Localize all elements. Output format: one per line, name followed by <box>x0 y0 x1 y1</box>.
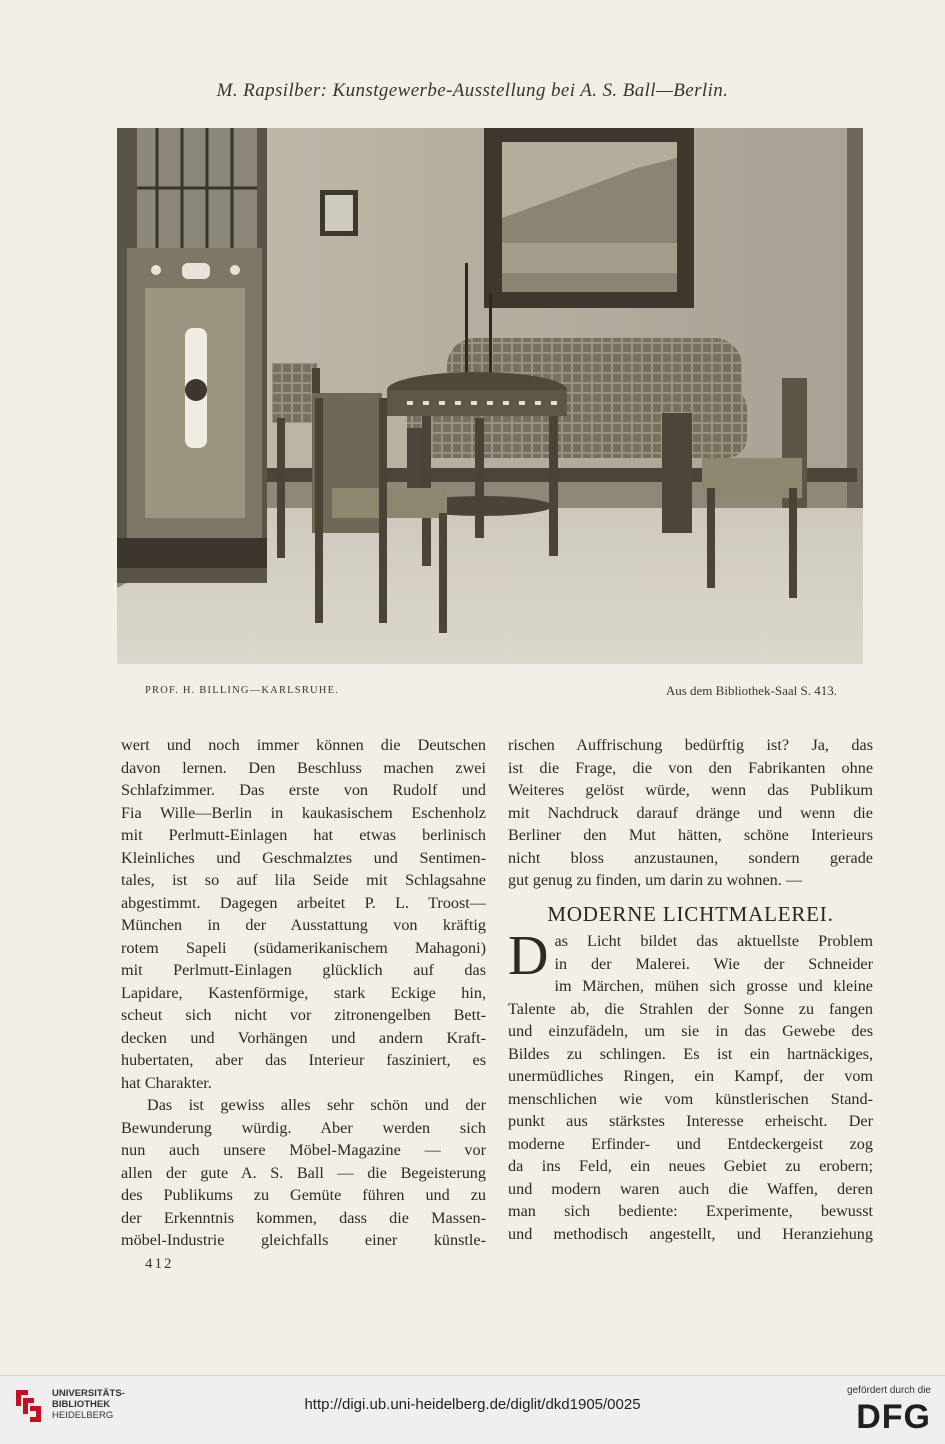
right-column <box>508 734 873 1245</box>
text-line: hubertaten, aber das Interieur fasziniert, es <box>121 1051 486 1069</box>
permalink[interactable]: http://digi.ub.uni-heidelberg.de/diglit/dkd1905/0025 <box>304 1396 641 1413</box>
interior-photograph <box>117 128 863 664</box>
text-line: Bildes zu schlingen. Es ist ein hartnäckiges, <box>508 1044 873 1063</box>
text-line: mit Nachdruck darauf dränge und wenn die <box>508 803 873 822</box>
text-line: nicht bloss anzustaunen, sondern gerade <box>508 848 873 867</box>
text-line: Fia Wille—Berlin in kaukasischem Eschenholz <box>121 803 486 822</box>
text-line: Das ist gewiss alles sehr schön und der <box>147 1096 486 1114</box>
text-line: in der Malerei. Wie der Schneider <box>554 954 873 973</box>
text-line: davon lernen. Den Beschluss machen zwei <box>121 758 486 777</box>
text-line: Berliner den Mut hätten, schöne Interieurs <box>508 826 873 844</box>
logo-line: BIBLIOTHEK <box>52 1399 111 1410</box>
text-line: man sich bediente: Experimente, bewusst <box>508 1202 873 1220</box>
text-line: mit Perlmutt-Einlagen glücklich auf das <box>121 961 486 979</box>
text-line: München in der Ausstattung von kräftig <box>121 916 486 934</box>
text-line: und einzufädeln, um sie in das Gewebe des <box>508 1022 873 1040</box>
interior-photo-illustration <box>117 128 863 664</box>
text-line: und modern waren auch die Waffen, deren <box>508 1179 873 1198</box>
text-line: möbel-Industrie gleichfalls einer künstle- <box>121 1231 486 1249</box>
text-line: wert und noch immer können die Deutschen <box>121 736 486 754</box>
viewer-footer <box>0 1375 945 1444</box>
text-line: hat Charakter. <box>121 1073 212 1092</box>
text-line: punkt aus stärkstes Interesse erheischt. Der <box>508 1112 873 1130</box>
text-line: unermüdliches Ringen, ein Kampf, der vom <box>508 1067 873 1085</box>
text-line: und methodisch angestellt, und Heranziehung <box>508 1224 873 1243</box>
running-head: M. Rapsilber: Kunstgewerbe-Ausstellung bei A. S. Ball—Berlin. <box>216 80 729 101</box>
section-heading: MODERNE LICHTMALEREI. <box>547 901 834 926</box>
text-line: moderne Erfinder- und Entdeckergeist zog <box>508 1134 873 1153</box>
text-line: im Märchen, mühen sich grosse und kleine <box>554 977 873 995</box>
text-line: Lapidare, Kastenförmige, stark Eckige hin, <box>121 983 486 1002</box>
drop-cap: D <box>508 925 549 987</box>
text-line: Talente ab, die Strahlen der Sonne zu fangen <box>508 999 873 1018</box>
logo-line: UNIVERSITÄTS- <box>52 1388 125 1399</box>
text-line: decken und Vorhängen und andern Kraft- <box>121 1028 486 1047</box>
text-line: as Licht bildet das aktuellste Problem <box>554 932 873 950</box>
text-line: tales, ist so auf lila Seide mit Schlagsahne <box>121 871 486 889</box>
text-line: allen der gute A. S. Ball — die Begeisterung <box>121 1163 486 1182</box>
figure-caption-title: Aus dem Bibliothek-Saal S. 413. <box>665 683 837 698</box>
text-line: des Publikums zu Gemüte führen und zu <box>121 1186 486 1204</box>
text-line: abgestimmt. Dagegen arbeitet P. L. Troost— <box>121 893 486 912</box>
text-line: scheut sich nicht vor zitronengelben Bett- <box>121 1006 486 1024</box>
text-line: menschlichen wie vom künstlerischen Stand- <box>508 1089 873 1108</box>
text-line: Weiteres gelöst würde, wenn das Publikum <box>508 781 873 799</box>
text-line: ist die Frage, die von den Fabrikanten ohne <box>508 758 873 777</box>
sponsor-label: gefördert durch die <box>847 1385 931 1396</box>
text-line: Bewunderung würdig. Aber werden sich <box>121 1118 486 1137</box>
text-line: rischen Auffrischung bedürftig ist? Ja, das <box>508 736 873 754</box>
logo-line: HEIDELBERG <box>52 1410 114 1421</box>
dfg-logo: DFG <box>856 1398 931 1436</box>
page-number: 412 <box>145 1256 174 1272</box>
figure-caption-credit: PROF. H. BILLING—KARLSRUHE. <box>145 685 340 696</box>
text-line: Schlafzimmer. Das erste von Rudolf und <box>121 781 486 799</box>
text-line: gut genug zu finden, um darin zu wohnen. — <box>508 871 803 889</box>
text-line: mit Perlmutt-Einlagen hat etwas berlinisch <box>121 826 486 844</box>
text-line: der Erkenntnis kommen, dass die Massen- <box>121 1208 486 1227</box>
text-line: rotem Sapeli (südamerikanischem Mahagoni) <box>121 938 486 957</box>
text-line: nun auch unsere Möbel-Magazine — vor <box>121 1141 486 1159</box>
text-line: Kleinliches und Geschmalztes und Sentimen- <box>121 848 486 867</box>
left-column <box>121 734 486 1252</box>
text-line: da ins Feld, ein neues Gebiet zu erobern; <box>508 1157 873 1175</box>
